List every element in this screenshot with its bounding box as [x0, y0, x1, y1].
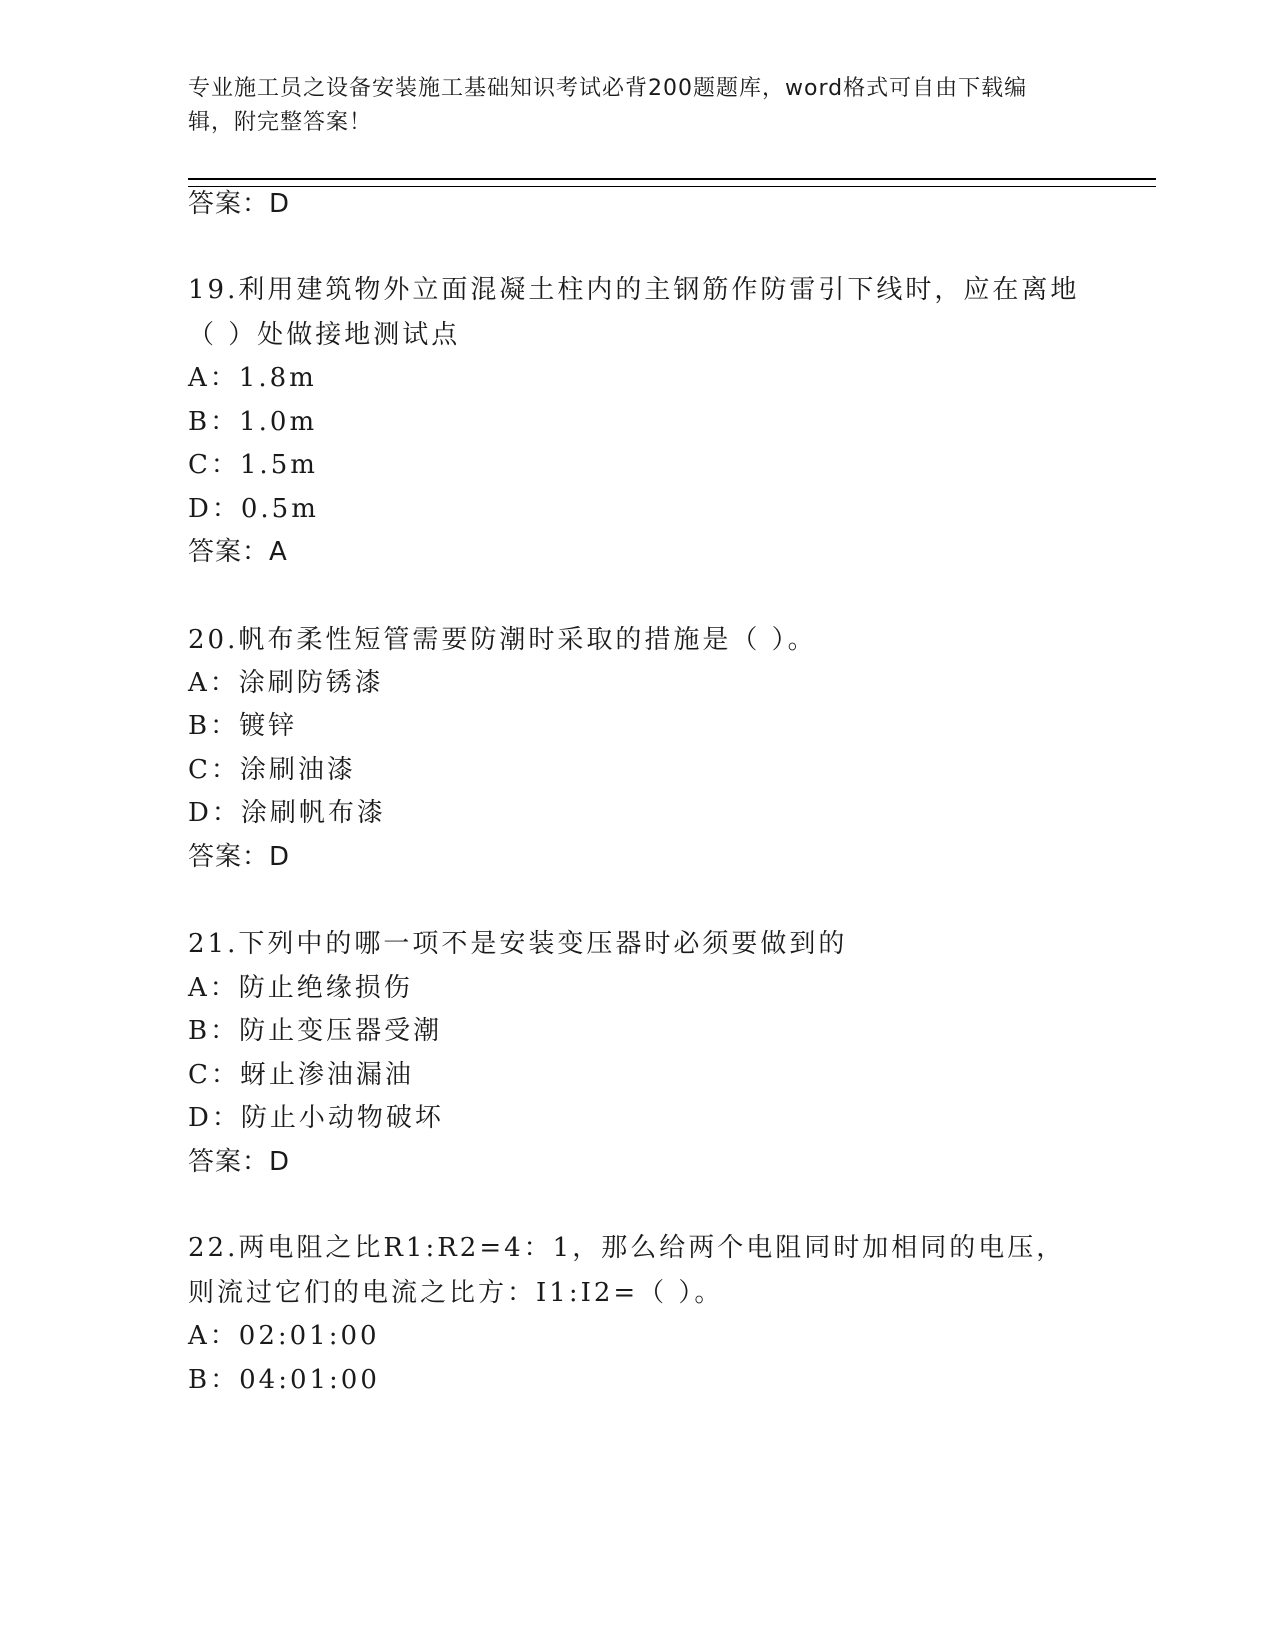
question-option: B：04:01:00	[188, 1365, 380, 1395]
header-rule	[188, 178, 1156, 187]
question-option: B：镀锌	[188, 711, 298, 741]
question-option: C：涂刷油漆	[188, 755, 356, 785]
previous-answer: 答案：D	[188, 189, 291, 219]
question-answer: 答案：D	[188, 1147, 291, 1177]
question-option: A：涂刷防锈漆	[188, 668, 384, 698]
question-stem: 19.利用建筑物外立面混凝土柱内的主钢筋作防雷引下线时，应在离地（ ）处做接地测试点	[188, 275, 1080, 350]
question-option: C：1.5m	[188, 450, 318, 480]
question-option: C：蚜止渗油漏油	[188, 1060, 414, 1090]
question-answer: 答案：D	[188, 842, 291, 872]
question-answer: 答案：A	[188, 537, 288, 567]
question-option: B：1.0m	[188, 407, 318, 437]
question-option: A：1.8m	[188, 363, 317, 393]
question-option: D：防止小动物破坏	[188, 1103, 444, 1133]
question-option: A：防止绝缘损伤	[188, 973, 413, 1003]
question-stem: 21.下列中的哪一项不是安装变压器时必须要做到的	[188, 929, 848, 959]
question-option: B：防止变压器受潮	[188, 1016, 443, 1046]
page-header: 专业施工员之设备安装施工基础知识考试必背200题题库，word格式可自由下载编辑，附完整答案！	[188, 76, 1028, 135]
question-stem: 22.两电阻之比R1:R2=4：1，那么给两个电阻同时加相同的电压，则流过它们的电流之比方：I1:I2=（ ）。	[188, 1233, 1066, 1308]
question-option: D：涂刷帆布漆	[188, 798, 386, 828]
question-stem: 20.帆布柔性短管需要防潮时采取的措施是（ ）。	[188, 625, 817, 655]
question-option: D：0.5m	[188, 494, 319, 524]
question-option: A：02:01:00	[188, 1321, 380, 1351]
